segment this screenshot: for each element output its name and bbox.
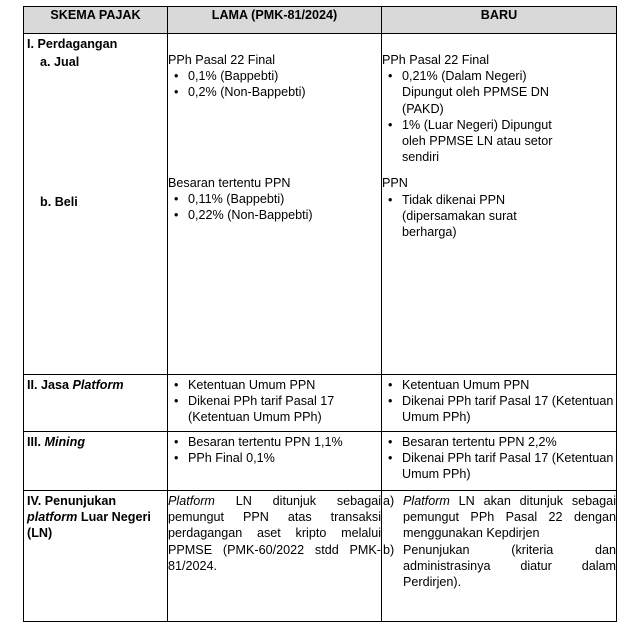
baru-beli-title: PPN — [382, 176, 408, 191]
list-item: • Besaran tertentu PPN 2,2% — [402, 434, 616, 450]
category-title: II. Jasa Platform — [27, 378, 124, 392]
category-title: I. Perdagangan — [27, 37, 118, 51]
cell-penunjukan-baru — [382, 491, 617, 622]
category-title: III. Mining — [27, 435, 86, 449]
penunjukan-baru-list — [382, 491, 616, 590]
jasa-baru-list — [382, 375, 616, 426]
header-skema-pajak: SKEMA PAJAK — [24, 7, 168, 34]
subcategory-beli: b. Beli — [40, 195, 78, 210]
baru-jual-title: PPh Pasal 22 Final — [382, 53, 490, 67]
list-item: • Ketentuan Umum PPN — [188, 377, 381, 393]
row-mining — [24, 432, 617, 491]
row-jasa-platform — [24, 375, 617, 432]
baru-beli-list — [382, 192, 616, 241]
list-item: • 0,2% (Non-Bappebti) — [188, 84, 381, 100]
list-item: • 0,22% (Non-Bappebti) — [188, 207, 381, 223]
cell-mining-lama — [168, 432, 382, 491]
subcategory-jual: a. Jual — [40, 55, 80, 70]
cell-jasa-baru — [382, 375, 617, 432]
list-item: • Tidak dikenai PPN (dipersamakan surat berharga) — [402, 192, 556, 241]
list-item: a) Platform LN akan ditunjuk sebagai pemungut PPh Pasal 22 dengan menggunakan Kepdirjen — [383, 494, 616, 541]
cell-mining-baru — [382, 432, 617, 491]
list-item: b) Penunjukan (kriteria dan administrasinya diatur dalam Perdirjen). — [383, 542, 616, 590]
lama-jual-list — [168, 68, 381, 100]
list-item: • Dikenai PPh tarif Pasal 17 (Ketentuan Umum PPh) — [402, 450, 616, 482]
category-title: IV. Penunjukan platform Luar Negeri (LN) — [27, 494, 151, 541]
penunjukan-lama-text: Platform LN ditunjuk sebagai pemungut PPN atas transaksi perdagangan aset kripto melalui PPMSE (PMK-60/2022 stdd PMK-81/2024. — [168, 494, 381, 573]
cell-perdagangan-lama — [168, 34, 382, 375]
list-item: • 0,11% (Bappebti) — [188, 191, 381, 207]
lama-beli-list — [168, 191, 381, 223]
header-row — [24, 7, 617, 34]
cell-penunjukan-lama — [168, 491, 382, 622]
cell-perdagangan-skema — [24, 34, 168, 375]
list-item: • Besaran tertentu PPN 1,1% — [188, 434, 381, 450]
list-item: • Dikenai PPh tarif Pasal 17 (Ketentuan Umum PPh) — [188, 393, 381, 425]
baru-jual-list — [382, 68, 616, 165]
jasa-lama-list — [168, 375, 381, 426]
header-baru: BARU — [382, 7, 617, 34]
list-item: • Dikenai PPh tarif Pasal 17 (Ketentuan Umum PPh) — [402, 393, 616, 425]
list-item: • 1% (Luar Negeri) Dipungut oleh PPMSE LN atau setor sendiri — [402, 117, 576, 166]
mining-baru-list — [382, 432, 616, 483]
mining-lama-list — [168, 432, 381, 466]
row-penunjukan — [24, 491, 617, 622]
lama-beli-title: Besaran tertentu PPN — [168, 175, 291, 190]
cell-jasa-lama — [168, 375, 382, 432]
list-item: • Ketentuan Umum PPN — [402, 377, 616, 393]
cell-mining-skema — [24, 432, 168, 491]
list-item: • 0,21% (Dalam Negeri) Dipungut oleh PPMSE DN (PAKD) — [402, 68, 576, 117]
lama-jual-title: PPh Pasal 22 Final — [168, 53, 276, 67]
cell-jasa-skema — [24, 375, 168, 432]
cell-perdagangan-baru — [382, 34, 617, 375]
row-perdagangan — [24, 34, 617, 375]
list-item: • PPh Final 0,1% — [188, 450, 381, 466]
tax-scheme-table — [23, 6, 617, 622]
list-item: • 0,1% (Bappebti) — [188, 68, 381, 84]
header-lama: LAMA (PMK-81/2024) — [168, 7, 382, 34]
cell-penunjukan-skema — [24, 491, 168, 622]
